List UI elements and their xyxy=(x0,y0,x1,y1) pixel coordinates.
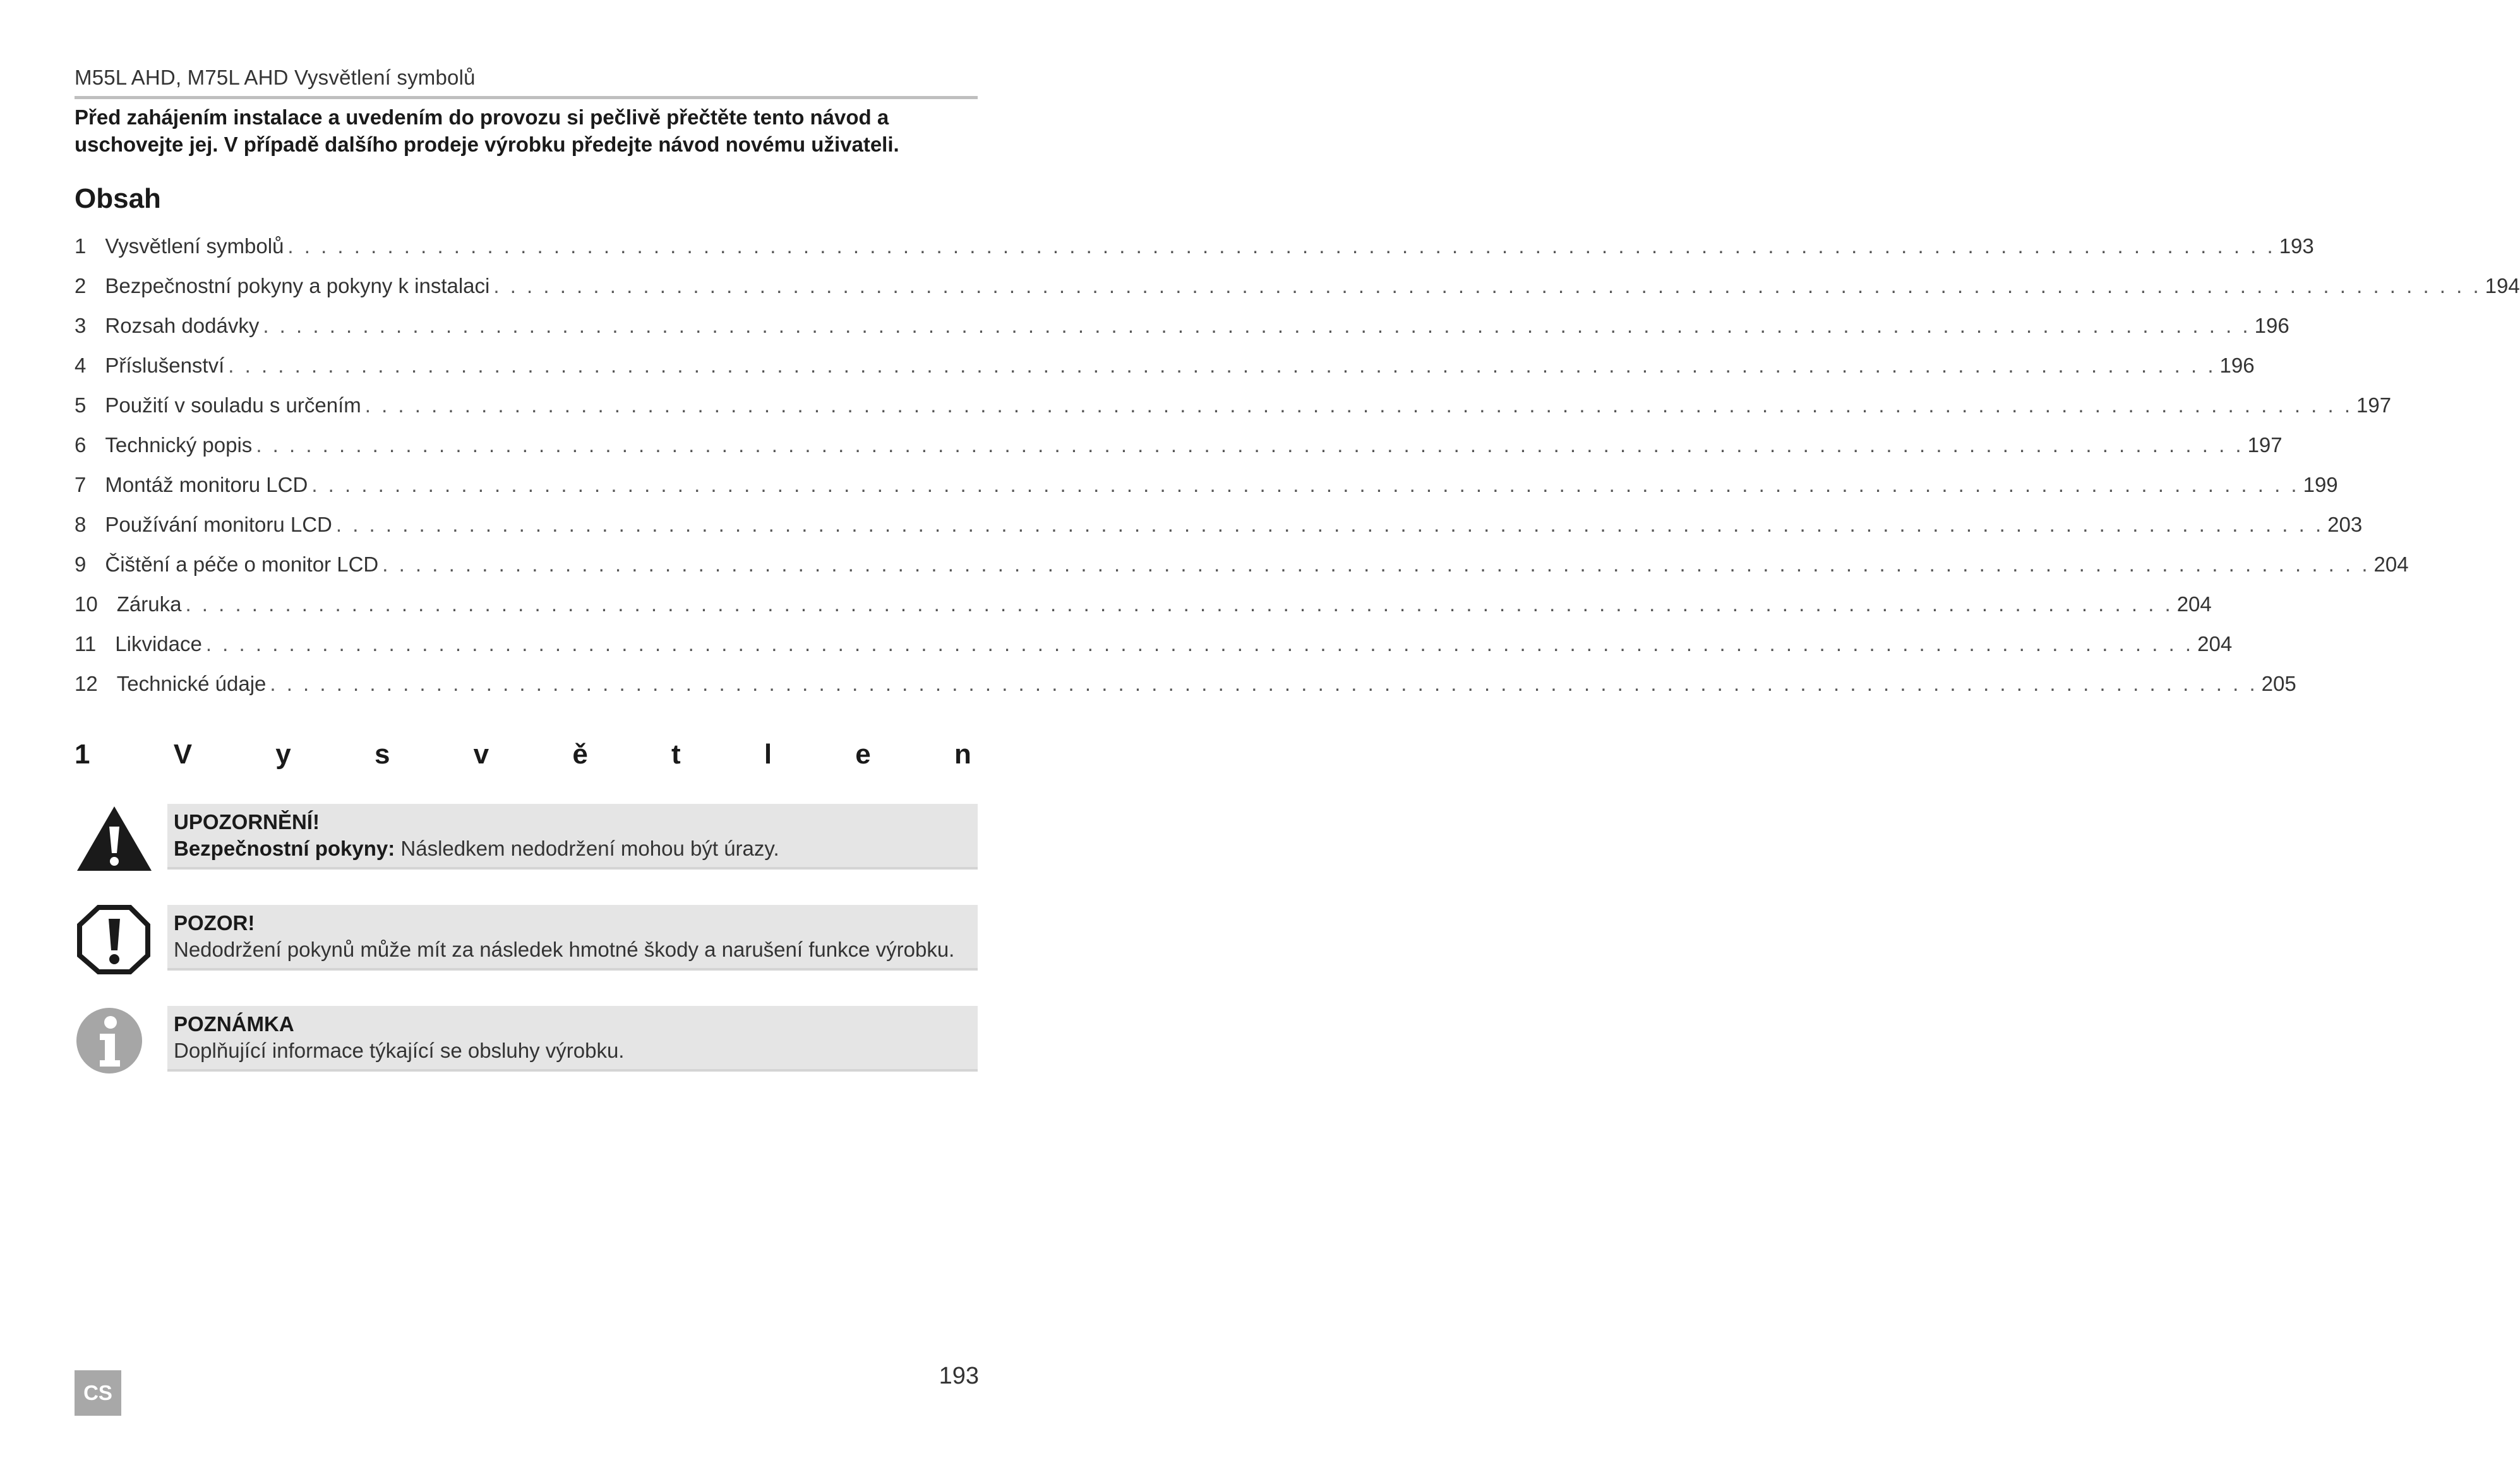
table-of-contents xyxy=(75,226,2520,703)
toc-entry-label: Čištění a péče o monitor LCD xyxy=(105,552,379,576)
header-rule xyxy=(75,96,978,99)
warning-notice xyxy=(75,804,978,873)
section-1-heading xyxy=(75,739,971,770)
info-icon xyxy=(75,1006,154,1075)
section-heading-letter: v xyxy=(473,739,489,770)
toc-leader-dots: . . . . . . . . . . . . . . . . . . . . . . . . . . . . . . . . . . . . . . . . . . . . . . . . . . . . . . . . . . . . . . . . . . . . . . . . . . . . . . . . . . . . . . . . . . . . . . . . . . . . . . . . . . . . . . . . . . . . . . . . xyxy=(335,512,2324,536)
toc-entry-page: 204 xyxy=(2373,552,2409,576)
toc-entry-page: 193 xyxy=(2279,234,2314,258)
toc-entry-label: Vysvětlení symbolů xyxy=(105,234,284,258)
toc-entry[interactable] xyxy=(75,266,2520,306)
toc-entry-page: 196 xyxy=(2254,313,2289,337)
toc-leader-dots: . . . . . . . . . . . . . . . . . . . . . . . . . . . . . . . . . . . . . . . . . . . . . . . . . . . . . . . . . . . . . . . . . . . . . . . . . . . . . . . . . . . . . . . . . . . . . . . . . . . . . . . . . . . . . . . . . . . . . . . . xyxy=(263,313,2251,337)
intro-paragraph: Před zahájením instalace a uvedením do provozu si pečlivě přečtěte tento návod a uschovejte jej. V případě dalšího prodeje výrobku předejte návod novému uživateli. xyxy=(75,105,899,156)
note-box xyxy=(167,1006,978,1072)
toc-leader-dots: . . . . . . . . . . . . . . . . . . . . . . . . . . . . . . . . . . . . . . . . . . . . . . . . . . . . . . . . . . . . . . . . . . . . . . . . . . . . . . . . . . . . . . . . . . . . . . . . . . . . . . . . . . . . . . . . . . . . . . . . xyxy=(311,472,2300,496)
toc-leader-dots: . . . . . . . . . . . . . . . . . . . . . . . . . . . . . . . . . . . . . . . . . . . . . . . . . . . . . . . . . . . . . . . . . . . . . . . . . . . . . . . . . . . . . . . . . . . . . . . . . . . . . . . . . . . . . . . . . . . . . . . . xyxy=(493,273,2481,297)
toc-entry-label: Rozsah dodávky xyxy=(105,313,260,337)
section-heading-letter: s xyxy=(374,739,390,770)
toc-entry-label: Použití v souladu s určením xyxy=(105,393,361,417)
running-header: M55L AHD, M75L AHD Vysvětlení symbolů xyxy=(75,66,476,89)
toc-entry-label: Záruka xyxy=(116,592,182,616)
warning-label: Bezpečnostní pokyny: xyxy=(174,837,395,860)
toc-entry[interactable] xyxy=(75,425,2283,465)
caution-notice xyxy=(75,905,978,974)
section-heading-letter: ě xyxy=(572,739,588,770)
toc-entry-page: 203 xyxy=(2327,512,2363,536)
toc-entry-number: 6 xyxy=(75,433,87,457)
caution-box xyxy=(167,905,978,971)
toc-entry-number: 9 xyxy=(75,552,87,576)
page-number: 193 xyxy=(939,1363,979,1389)
toc-entry-number: 1 xyxy=(75,234,87,258)
toc-leader-dots: . . . . . . . . . . . . . . . . . . . . . . . . . . . . . . . . . . . . . . . . . . . . . . . . . . . . . . . . . . . . . . . . . . . . . . . . . . . . . . . . . . . . . . . . . . . . . . . . . . . . . . . . . . . . . . . . . . . . . . . . xyxy=(228,353,2216,377)
caution-title: POZOR! xyxy=(174,911,255,935)
toc-entry-number: 10 xyxy=(75,592,98,616)
toc-leader-dots: . . . . . . . . . . . . . . . . . . . . . . . . . . . . . . . . . . . . . . . . . . . . . . . . . . . . . . . . . . . . . . . . . . . . . . . . . . . . . . . . . . . . . . . . . . . . . . . . . . . . . . . . . . . . . . . . . . . . . . . . xyxy=(287,234,2276,258)
toc-leader-dots: . . . . . . . . . . . . . . . . . . . . . . . . . . . . . . . . . . . . . . . . . . . . . . . . . . . . . . . . . . . . . . . . . . . . . . . . . . . . . . . . . . . . . . . . . . . . . . . . . . . . . . . . . . . . . . . . . . . . . . . . xyxy=(205,631,2194,655)
toc-leader-dots: . . . . . . . . . . . . . . . . . . . . . . . . . . . . . . . . . . . . . . . . . . . . . . . . . . . . . . . . . . . . . . . . . . . . . . . . . . . . . . . . . . . . . . . . . . . . . . . . . . . . . . . . . . . . . . . . . . . . . . . . xyxy=(256,433,2244,457)
toc-entry-number: 12 xyxy=(75,671,98,695)
toc-entry-number: 5 xyxy=(75,393,87,417)
section-heading-letter: 1 xyxy=(75,739,90,770)
warning-title: UPOZORNĚNÍ! xyxy=(174,810,320,834)
caution-octagon-icon xyxy=(75,905,154,974)
toc-entry-number: 4 xyxy=(75,353,87,377)
toc-entry[interactable] xyxy=(75,664,2296,703)
toc-entry-label: Montáž monitoru LCD xyxy=(105,472,308,496)
note-title: POZNÁMKA xyxy=(174,1012,294,1036)
toc-entry[interactable] xyxy=(75,345,2255,385)
toc-entry-number: 2 xyxy=(75,273,87,297)
toc-entry-label: Technické údaje xyxy=(116,671,267,695)
warning-body: Následkem nedodržení mohou být úrazy. xyxy=(395,837,779,860)
toc-entry-label: Používání monitoru LCD xyxy=(105,512,332,536)
toc-leader-dots: . . . . . . . . . . . . . . . . . . . . . . . . . . . . . . . . . . . . . . . . . . . . . . . . . . . . . . . . . . . . . . . . . . . . . . . . . . . . . . . . . . . . . . . . . . . . . . . . . . . . . . . . . . . . . . . . . . . . . . . . xyxy=(382,552,2370,576)
toc-entry[interactable] xyxy=(75,306,2289,345)
toc-leader-dots: . . . . . . . . . . . . . . . . . . . . . . . . . . . . . . . . . . . . . . . . . . . . . . . . . . . . . . . . . . . . . . . . . . . . . . . . . . . . . . . . . . . . . . . . . . . . . . . . . . . . . . . . . . . . . . . . . . . . . . . . xyxy=(270,671,2258,695)
toc-entry-label: Likvidace xyxy=(115,631,202,655)
toc-entry-page: 199 xyxy=(2303,472,2338,496)
section-heading-letter: V xyxy=(173,739,193,770)
section-heading-letter: t xyxy=(671,739,681,770)
toc-entry-page: 197 xyxy=(2356,393,2392,417)
note-text: Doplňující informace týkající se obsluhy výrobku. xyxy=(174,1039,625,1062)
toc-entry[interactable] xyxy=(75,584,2212,624)
warning-box xyxy=(167,804,978,870)
toc-entry[interactable] xyxy=(75,624,2233,664)
warning-triangle-icon xyxy=(75,804,154,873)
toc-entry-number: 8 xyxy=(75,512,87,536)
toc-entry[interactable] xyxy=(75,385,2392,425)
toc-entry-label: Příslušenství xyxy=(105,353,225,377)
toc-entry-number: 3 xyxy=(75,313,87,337)
caution-text: Nedodržení pokynů může mít za následek hmotné škody a narušení funkce výrobku. xyxy=(174,938,955,961)
toc-entry-page: 205 xyxy=(2261,671,2296,695)
toc-entry-page: 204 xyxy=(2197,631,2233,655)
toc-heading: Obsah xyxy=(75,183,161,214)
section-heading-letter: l xyxy=(764,739,772,770)
toc-entry-page: 204 xyxy=(2176,592,2212,616)
toc-entry[interactable] xyxy=(75,465,2338,505)
toc-entry-number: 7 xyxy=(75,472,87,496)
toc-entry-label: Bezpečnostní pokyny a pokyny k instalaci xyxy=(105,273,490,297)
section-heading-letter: n xyxy=(954,739,971,770)
section-heading-letter: e xyxy=(855,739,871,770)
toc-entry-page: 197 xyxy=(2247,433,2283,457)
toc-leader-dots: . . . . . . . . . . . . . . . . . . . . . . . . . . . . . . . . . . . . . . . . . . . . . . . . . . . . . . . . . . . . . . . . . . . . . . . . . . . . . . . . . . . . . . . . . . . . . . . . . . . . . . . . . . . . . . . . . . . . . . . . xyxy=(364,393,2353,417)
toc-entry-label: Technický popis xyxy=(105,433,253,457)
toc-entry[interactable] xyxy=(75,505,2363,544)
toc-entry-page: 196 xyxy=(2219,353,2255,377)
warning-text xyxy=(174,835,971,862)
note-notice xyxy=(75,1006,978,1075)
toc-entry-page: 194 xyxy=(2485,273,2520,297)
toc-entry-number: 11 xyxy=(75,631,97,655)
toc-entry[interactable] xyxy=(75,226,2314,266)
toc-entry[interactable] xyxy=(75,544,2409,584)
section-heading-letter: y xyxy=(275,739,291,770)
toc-leader-dots: . . . . . . . . . . . . . . . . . . . . . . . . . . . . . . . . . . . . . . . . . . . . . . . . . . . . . . . . . . . . . . . . . . . . . . . . . . . . . . . . . . . . . . . . . . . . . . . . . . . . . . . . . . . . . . . . . . . . . . . . xyxy=(185,592,2173,616)
language-badge: CS xyxy=(75,1370,121,1416)
